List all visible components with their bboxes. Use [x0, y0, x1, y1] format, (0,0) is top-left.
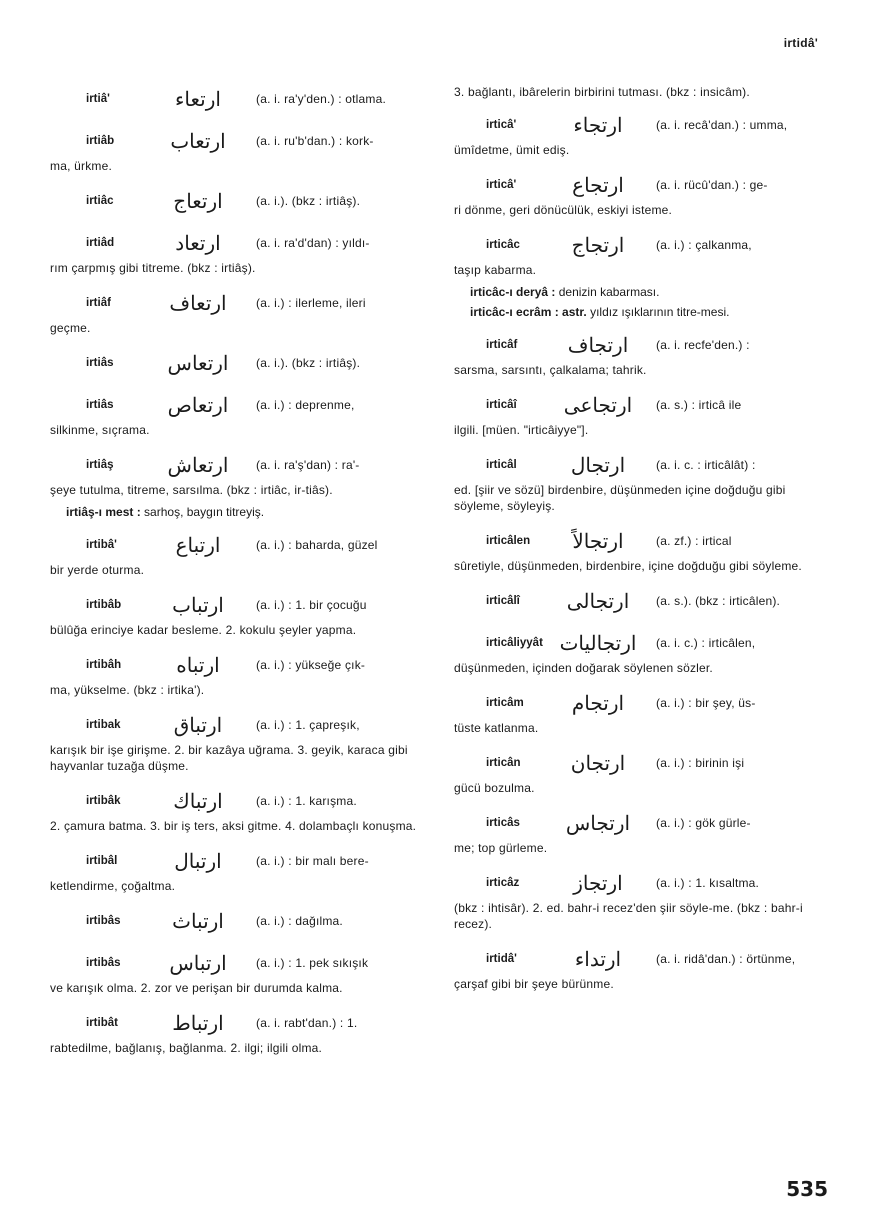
arabic-script: ارتجاف	[567, 333, 629, 357]
definition: (a. i.) : yükseğe çık-	[256, 658, 366, 672]
sub-definition: sarhoş, baygın titreyiş.	[144, 505, 265, 519]
headword: irticâs	[486, 817, 520, 829]
entry-head	[454, 330, 832, 360]
entry-head	[50, 390, 430, 420]
dictionary-entry	[454, 748, 832, 796]
dictionary-entry	[50, 288, 430, 336]
arabic-script: ارتعاف	[169, 291, 227, 315]
entry-head	[50, 228, 430, 258]
dictionary-entry	[454, 330, 832, 378]
arabic-script: ارتعاس	[167, 351, 229, 375]
headword: irtibâl	[86, 855, 118, 867]
arabic-script: ارتجاز	[573, 871, 623, 895]
sub-entry	[470, 284, 832, 300]
arabic-script: ارتعاش	[167, 453, 229, 477]
dictionary-entry	[454, 170, 832, 218]
dictionary-entry	[454, 586, 832, 616]
arabic-script: ارتجال	[570, 453, 626, 477]
dictionary-entry	[454, 450, 832, 514]
definition: (a. i.) : bir şey, üs-	[656, 696, 756, 710]
arabic-script: ارتباع	[175, 533, 221, 557]
definition-continued: (bkz : ihtisâr). 2. ed. bahr-i recez'den şiir söyle-me. (bkz : bahr-i recez).	[454, 901, 803, 931]
entry-head	[454, 628, 832, 658]
definition-continued: sûretiyle, düşünmeden, birdenbire, içine doğduğu gibi söyleme.	[454, 559, 802, 573]
sub-definition: denizin kabarması.	[558, 285, 660, 299]
headword: irtibâs	[86, 915, 121, 927]
arabic-script: ارتجاء	[573, 113, 623, 137]
definition-continued: ketlendirme, çoğaltma.	[50, 879, 176, 893]
headword: irticâlî	[486, 595, 520, 607]
headword: irticâliyyât	[486, 637, 543, 649]
arabic-script: ارتباك	[173, 789, 223, 813]
arabic-script: ارتباس	[169, 951, 227, 975]
entry-head	[50, 710, 430, 740]
entry-head	[50, 1008, 430, 1038]
definition-continued: bir yerde oturma.	[50, 563, 145, 577]
entry-head	[50, 948, 430, 978]
headword: irticâlen	[486, 535, 531, 547]
dictionary-entry	[454, 110, 832, 158]
dictionary-entry	[454, 526, 832, 574]
headword: irtibak	[86, 719, 121, 731]
arabic-script: ارتباه	[176, 653, 220, 677]
headword: irtidâ'	[486, 953, 517, 965]
definition: (a. i.) : 1. bir çocuğu	[256, 598, 367, 612]
arabic-script: ارتباط	[172, 1011, 224, 1035]
arabic-script: ارتجالی	[566, 589, 630, 613]
entry-head	[454, 230, 832, 260]
headword: irtiâc	[86, 195, 114, 207]
headword: irtiâs	[86, 357, 114, 369]
definition: (a. i.) : 1. karışma.	[256, 794, 357, 808]
arabic-script: ارتباق	[173, 713, 223, 737]
definition: (a. i.) : 1. çapreşık,	[256, 718, 360, 732]
entry-head	[454, 944, 832, 974]
dictionary-entry	[454, 808, 832, 856]
dictionary-entry	[50, 948, 430, 996]
headword: irtibâh	[86, 659, 122, 671]
right-column	[454, 84, 832, 1004]
headword: irtibâs	[86, 957, 121, 969]
definition-continued: me; top gürleme.	[454, 841, 548, 855]
definition: (a. i. recfe'den.) :	[656, 338, 750, 352]
definition: (a. i. ra'y'den.) : otlama.	[256, 92, 387, 106]
definition-continued: gücü bozulma.	[454, 781, 535, 795]
headword: irtibâ'	[86, 539, 117, 551]
definition-continued: ma, ürkme.	[50, 159, 113, 173]
entry-head	[50, 590, 430, 620]
dictionary-entry	[50, 1008, 430, 1056]
arabic-script: ارتجالاً	[572, 529, 624, 553]
dictionary-entry	[50, 348, 430, 378]
definition-continued: karışık bir işe girişme. 2. bir kazâya uğrama. 3. geyik, karaca gibi hayvanlar tuzağa düşme.	[50, 743, 408, 773]
entry-head	[50, 186, 430, 216]
entry-head	[50, 846, 430, 876]
definition-continued: sarsma, sarsıntı, çalkalama; tahrik.	[454, 363, 647, 377]
definition-continued: bülûğa erinciye kadar besleme. 2. kokulu şeyler yapma.	[50, 623, 357, 637]
entry-head	[454, 450, 832, 480]
definition: (a. i.) : 1. pek sıkışık	[256, 956, 369, 970]
dictionary-entry	[50, 846, 430, 894]
definition: (a. i.). (bkz : irtiâş).	[256, 356, 361, 370]
definition-continued: şeye tutulma, titreme, sarsılma. (bkz : irtiâc, ir-tiâs).	[50, 483, 333, 497]
dictionary-entry	[50, 186, 430, 216]
headword: irticâ'	[486, 179, 517, 191]
sub-headword: irtiâş-ı mest :	[66, 505, 141, 519]
definition: (a. i. ru'b'dan.) : kork-	[256, 134, 374, 148]
entry-head	[50, 84, 430, 114]
definition: (a. i.) : dağılma.	[256, 914, 343, 928]
definition: (a. i.) : çalkanma,	[656, 238, 752, 252]
headword: irtiâf	[86, 297, 111, 309]
entry-head	[50, 288, 430, 318]
dictionary-entry	[454, 688, 832, 736]
headword: irtiâb	[86, 135, 115, 147]
arabic-script: ارتعاب	[170, 129, 226, 153]
headword: irticâz	[486, 877, 520, 889]
definition: (a. i.) : deprenme,	[256, 398, 355, 412]
definition: (a. i.) : gök gürle-	[656, 816, 751, 830]
definition: (a. i.) : ilerleme, ileri	[256, 296, 366, 310]
continued-definition: 3. bağlantı, ibârelerin birbirini tutması. (bkz : insicâm).	[454, 85, 750, 99]
arabic-script: ارتجام	[571, 691, 625, 715]
dictionary-entry	[454, 390, 832, 438]
arabic-script: ارتداء	[574, 947, 622, 971]
definition: (a. i. ridâ'dan.) : örtünme,	[656, 952, 796, 966]
definition-continued: ve karışık olma. 2. zor ve perişan bir durumda kalma.	[50, 981, 343, 995]
dictionary-entry	[50, 228, 430, 276]
definition-continued: rım çarpmış gibi titreme. (bkz : irtiâş).	[50, 261, 256, 275]
definition-continued: geçme.	[50, 321, 91, 335]
entry-head	[454, 526, 832, 556]
entry-head	[50, 650, 430, 680]
definition: (a. i. c. : irticâlât) :	[656, 458, 756, 472]
entry-head	[50, 126, 430, 156]
sub-definition: yıldız ışıklarının titre-mesi.	[590, 305, 730, 319]
definition-continued: silkinme, sıçrama.	[50, 423, 150, 437]
dictionary-entry	[50, 590, 430, 638]
definition-continued: ri dönme, geri dönücülük, eskiyi isteme.	[454, 203, 673, 217]
definition-continued: ma, yükselme. (bkz : irtika').	[50, 683, 205, 697]
definition-continued: 2. çamura batma. 3. bir iş ters, aksi gitme. 4. dolambaçlı konuşma.	[50, 819, 417, 833]
arabic-script: ارتجاج	[571, 233, 625, 257]
definition-continued: tüste katlanma.	[454, 721, 539, 735]
left-column	[50, 84, 430, 1068]
definition-continued: ed. [şiir ve sözü] birdenbire, düşünmeden içine doğduğu gibi söyleme, söyleyiş.	[454, 483, 786, 513]
arabic-script: ارتعاد	[175, 231, 221, 255]
arabic-script: ارتجاس	[565, 811, 631, 835]
entry-head	[50, 450, 430, 480]
dictionary-entry	[50, 450, 430, 498]
dictionary-entry	[454, 628, 832, 676]
definition: (a. i.). (bkz : irtiâş).	[256, 194, 361, 208]
dictionary-entry	[50, 84, 430, 114]
definition: (a. s.) : irticâ ile	[656, 398, 742, 412]
running-head: irtidâ'	[783, 36, 818, 50]
entry-head	[50, 530, 430, 560]
definition-continued: çarşaf gibi bir şeye bürünme.	[454, 977, 614, 991]
sub-headword: irticâc-ı ecrâm : astr.	[470, 305, 587, 319]
entry-head	[50, 786, 430, 816]
sub-headword: irticâc-ı deryâ :	[470, 285, 556, 299]
headword: irticâf	[486, 339, 518, 351]
entry-head	[454, 110, 832, 140]
dictionary-entry	[454, 868, 832, 932]
headword: irtibâb	[86, 599, 122, 611]
definition: (a. s.). (bkz : irticâlen).	[656, 594, 781, 608]
definition-continued: düşünmeden, içinden doğarak söylenen sözler.	[454, 661, 713, 675]
headword: irticâc	[486, 239, 520, 251]
entry-head	[454, 586, 832, 616]
entry-head	[454, 390, 832, 420]
entry-head	[50, 348, 430, 378]
dictionary-entry	[50, 906, 430, 936]
dictionary-entry	[50, 786, 430, 834]
headword: irticâl	[486, 459, 517, 471]
entry-head	[454, 688, 832, 718]
headword: irtiâd	[86, 237, 115, 249]
definition: (a. i.) : 1. kısaltma.	[656, 876, 760, 890]
arabic-script: ارتجاعی	[563, 393, 633, 417]
definition-continued: ilgili. [müen. "irticâiyye"].	[454, 423, 589, 437]
arabic-script: ارتعاء	[175, 87, 221, 111]
definition: (a. i.) : bir malı bere-	[256, 854, 369, 868]
arabic-script: ارتعاص	[167, 393, 229, 417]
headword: irticâ'	[486, 119, 517, 131]
definition: (a. i. ra'ş'dan) : ra'-	[256, 458, 360, 472]
dictionary-entry	[50, 530, 430, 578]
dictionary-entry	[50, 710, 430, 774]
arabic-script: ارتباب	[172, 593, 224, 617]
page-number: 535	[786, 1177, 828, 1201]
definition-continued: taşıp kabarma.	[454, 263, 537, 277]
headword: irtibât	[86, 1017, 118, 1029]
entry-head	[454, 868, 832, 898]
dictionary-entry	[50, 390, 430, 438]
definition: (a. i.) : baharda, güzel	[256, 538, 378, 552]
headword: irtiâş	[86, 459, 114, 471]
definition: (a. i. rücû'dan.) : ge-	[656, 178, 768, 192]
definition: (a. i.) : birinin işi	[656, 756, 745, 770]
arabic-script: ارتعاج	[173, 189, 223, 213]
arabic-script: ارتجاع	[572, 173, 624, 197]
entry-head	[454, 748, 832, 778]
arabic-script: ارتجالیات	[559, 631, 637, 655]
headword: irticâm	[486, 697, 524, 709]
headword: irtiâs	[86, 399, 114, 411]
headword: irticân	[486, 757, 521, 769]
definition: (a. zf.) : irtical	[656, 534, 732, 548]
dictionary-entry	[50, 650, 430, 698]
definition-continued: ümîdetme, ümit ediş.	[454, 143, 570, 157]
entry-head	[50, 906, 430, 936]
sub-entry	[66, 504, 430, 520]
definition: (a. i. ra'd'dan) : yıldı-	[256, 236, 370, 250]
dictionary-entry	[454, 944, 832, 992]
arabic-script: ارتباث	[172, 909, 224, 933]
headword: irtiâ'	[86, 93, 110, 105]
arabic-script: ارتبال	[174, 849, 222, 873]
definition: (a. i. recâ'dan.) : umma,	[656, 118, 788, 132]
entry-head	[454, 170, 832, 200]
definition: (a. i. rabt'dan.) : 1.	[256, 1016, 358, 1030]
dictionary-entry	[50, 126, 430, 174]
definition-continued: rabtedilme, bağlanış, bağlanma. 2. ilgi; ilgili olma.	[50, 1041, 323, 1055]
arabic-script: ارتجان	[570, 751, 626, 775]
dictionary-entry	[454, 230, 832, 278]
headword: irticâî	[486, 399, 517, 411]
definition: (a. i. c.) : irticâlen,	[656, 636, 756, 650]
entry-head	[454, 808, 832, 838]
sub-entry	[470, 304, 832, 320]
headword: irtibâk	[86, 795, 121, 807]
